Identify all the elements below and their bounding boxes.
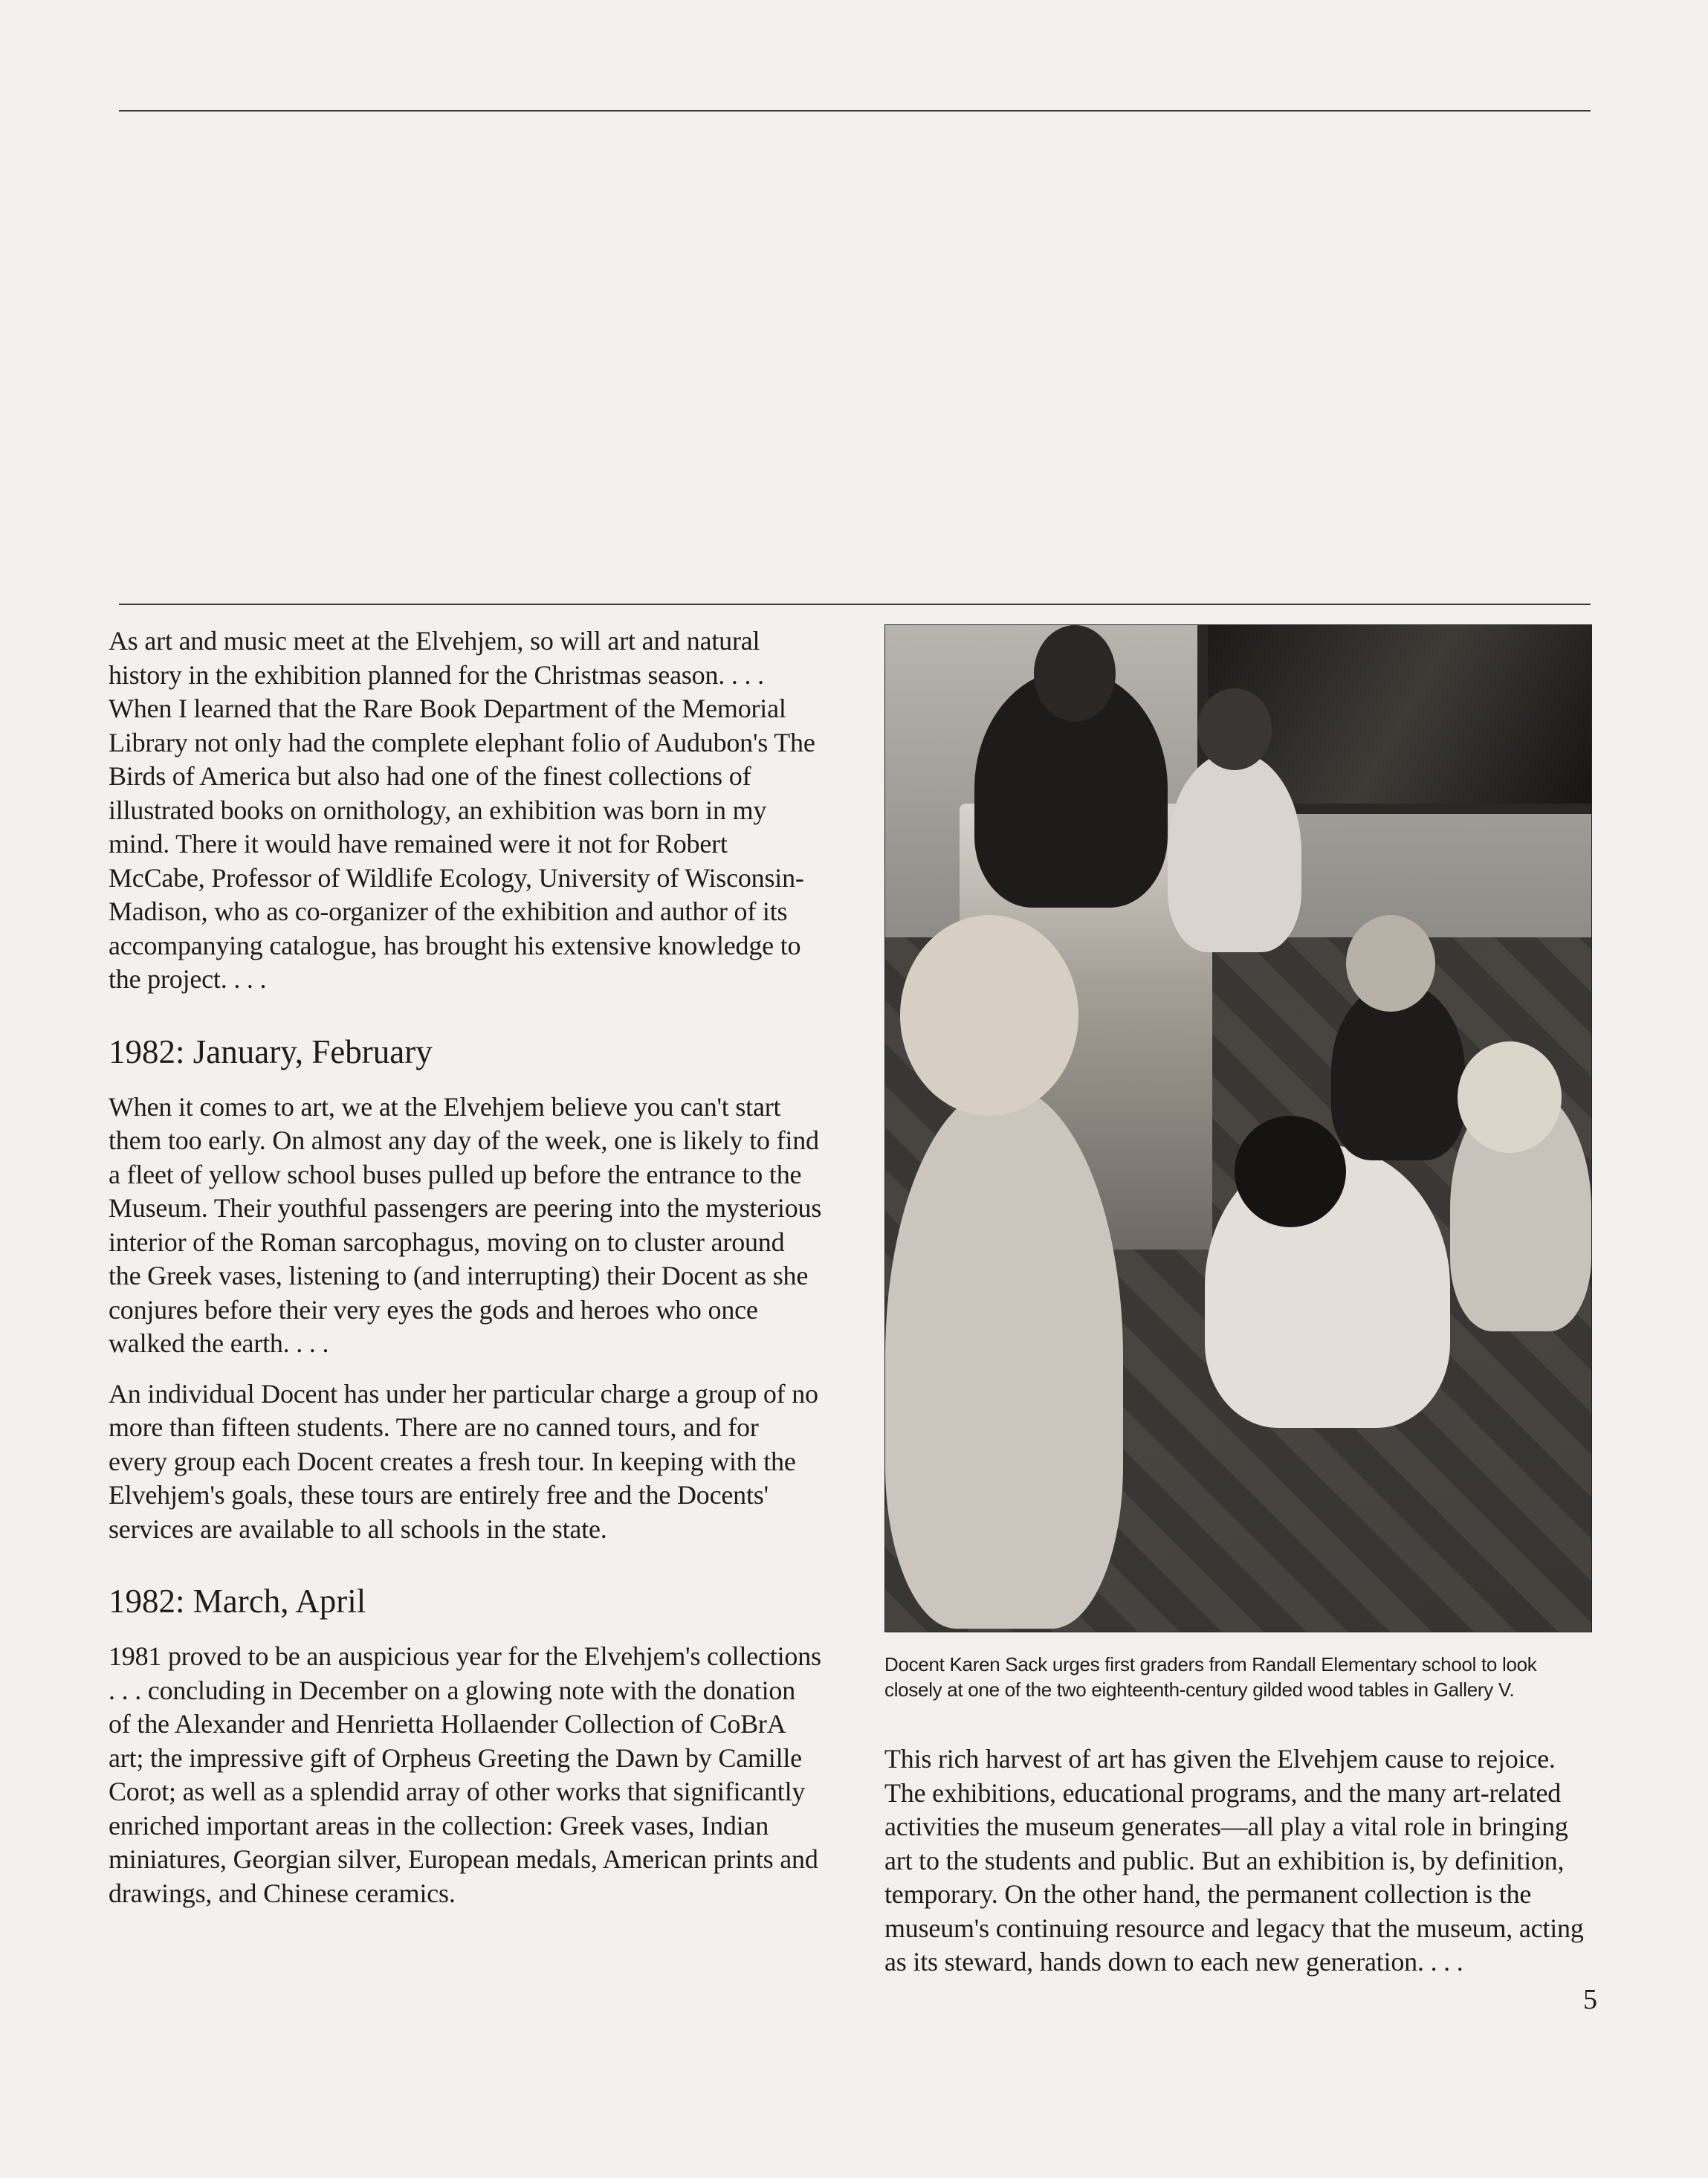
photo-child-right-head <box>1458 1041 1562 1153</box>
top-rule <box>119 110 1591 112</box>
page-number: 5 <box>1583 1984 1597 2015</box>
heading-january-february: 1982: January, February <box>109 1033 433 1070</box>
paragraph-school-tours: When it comes to art, we at the Elvehjem believe you can't start them too early. On almost any day of the week, one is likely to find a fleet of yellow school buses pulled up before the entrance to the Museum. Their youthful passengers are peering into the mysterious interior of the Roman sarcophagus, moving on to cluster around the Greek vases, listening to (and interrupting) their Docent as she conjures before their very eyes the gods and heroes who once walked the earth. . . . <box>109 1091 822 1358</box>
photo-child-standing <box>1168 752 1301 952</box>
photo-docent-head <box>1034 625 1116 722</box>
gallery-photo <box>884 624 1592 1632</box>
photo-child-standing-head <box>1197 688 1272 770</box>
paragraph-collections-1981: 1981 proved to be an auspicious year for the Elvehjem's collections . . . concluding in December on a glowing note with the donation of the Alexander and Henrietta Hollaender Collection of CoBrA art; the impressive gift of Orpheus Greeting the Dawn by Camille Corot; as well as a splendid array of other works that significantly enriched important areas in the collection: Greek vases, Indian miniatures, Georgian silver, European medals, American prints and drawings, and Chinese ceramics. <box>109 1641 821 1908</box>
paragraph-harvest-of-art: This rich harvest of art has given the Elvehjem cause to rejoice. The exhibitions, educational programs, and the many art-related activities the museum generates—all play a vital role in bringing art to the students and public. But an exhibition is, by definition, temporary. On the other hand, the permanent collection is the museum's continuing resource and legacy that the museum, acting as its steward, hands down to each new generation. . . . <box>884 1744 1584 1977</box>
photo-child-kneeling-head <box>1235 1116 1346 1227</box>
photo-caption: Docent Karen Sack urges first graders from Randall Elementary school to look closely at one of the two eighteenth-century gilded wood tables in Gallery V. <box>884 1653 1537 1701</box>
left-column <box>109 624 822 1910</box>
photo-child-seated-head <box>1346 915 1435 1012</box>
section-rule <box>119 604 1591 605</box>
paragraph-docent-groups: An individual Docent has under her particular charge a group of no more than fifteen students. There are no canned tours, and for every group each Docent creates a fresh tour. In keeping with the Elvehjem's goals, these tours are entirely free and the Docents' services are available to all schools in the state. <box>109 1378 818 1544</box>
right-column <box>884 624 1598 1980</box>
photo-child-foreground <box>885 1086 1123 1629</box>
heading-march-april: 1982: March, April <box>109 1583 366 1620</box>
paragraph-exhibition-birds: As art and music meet at the Elvehjem, so will art and natural history in the exhibition planned for the Christmas season. . . . When I learned that the Rare Book Department of the Memorial Library not only had the complete elephant folio of Audubon's The Birds of America but also had one of the finest collections of illustrated books on ornithology, an exhibition was born in my mind. There it would have remained were it not for Robert McCabe, Professor of Wildlife Ecology, University of Wisconsin-Madison, who as co-organizer of the exhibition and author of its accompanying catalogue, has brought his extensive knowledge to the project. . . . <box>109 626 815 994</box>
photo-child-foreground-head <box>900 915 1078 1116</box>
